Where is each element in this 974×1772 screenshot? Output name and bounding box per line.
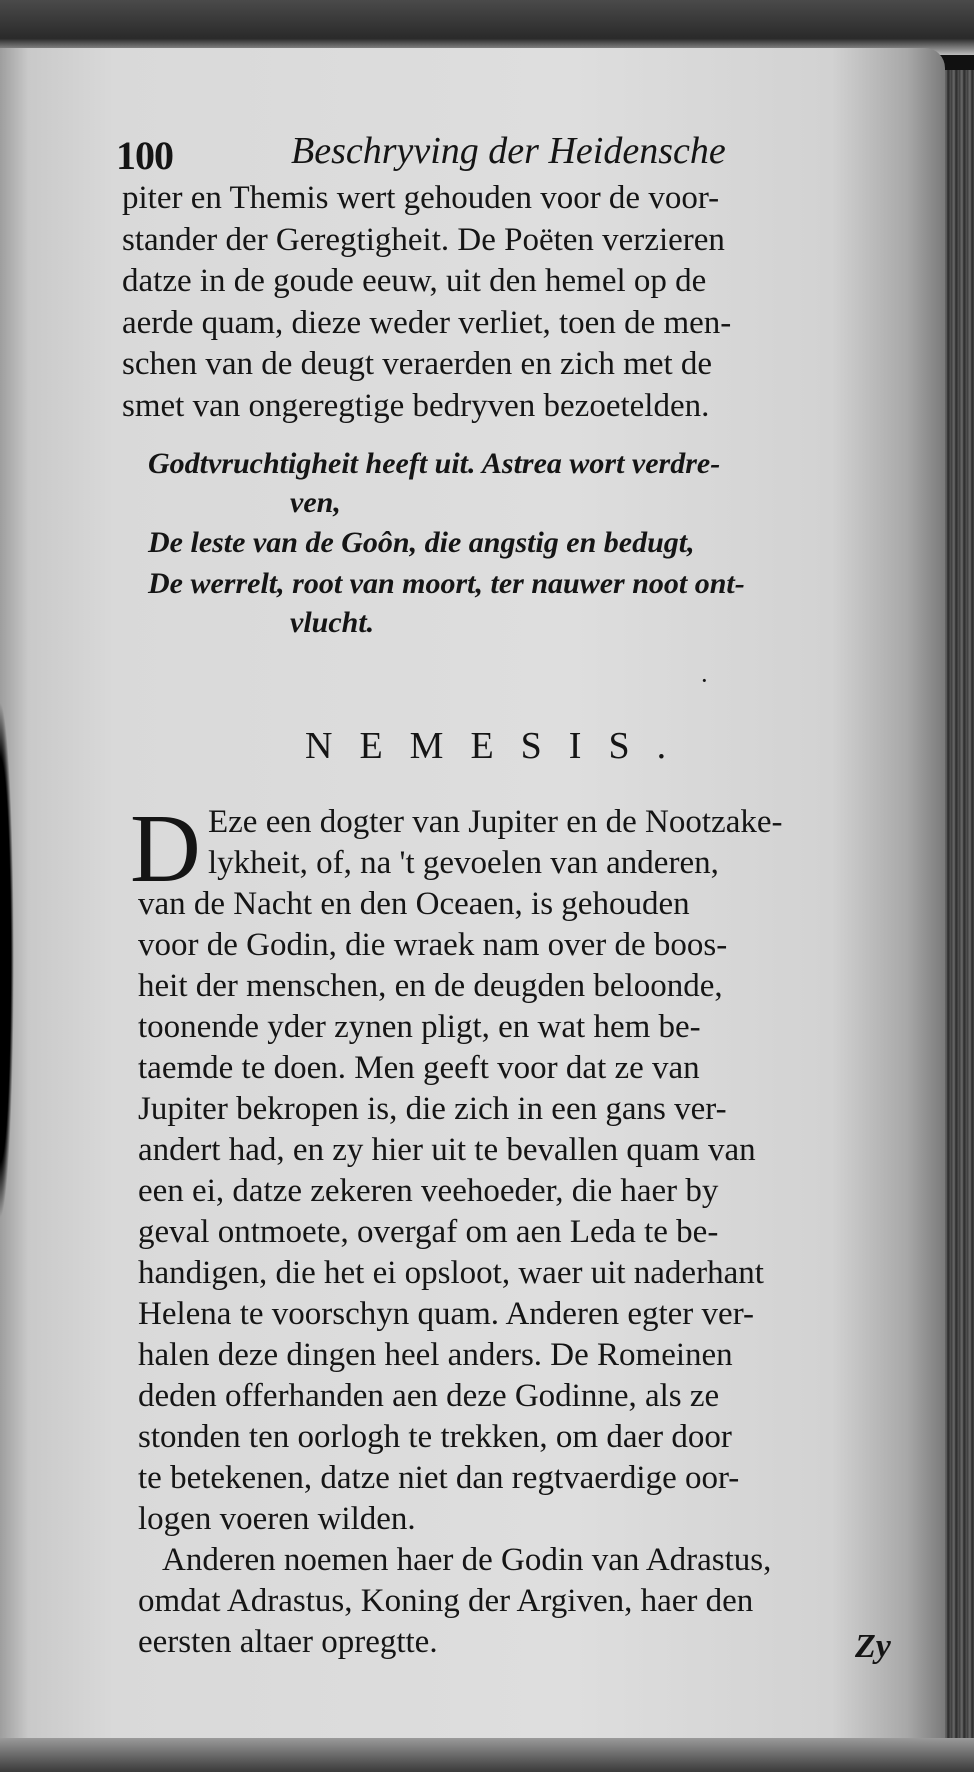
ink-speck: ·	[700, 666, 709, 695]
paragraph-1-line: piter en Themis wert gehouden voor de voor-	[122, 180, 720, 216]
scan-bottom-edge	[0, 1738, 974, 1772]
paragraph-1-line: aerde quam, dieze weder verliet, toen de men-	[122, 305, 732, 341]
paragraph-2-line: stonden ten oorlogh te trekken, om daer door	[138, 1419, 732, 1455]
verse-line: Godtvruchtigheit heeft uit. Astrea wort verdre-	[148, 447, 721, 480]
paragraph-2-line: deden offerhanden aen deze Godinne, als ze	[138, 1378, 720, 1414]
paragraph-1-line: schen van de deugt veraerden en zich met de	[122, 346, 713, 382]
verse-line: De werrelt, root van moort, ter nauwer noot ont-	[148, 567, 745, 600]
paragraph-2-line: geval ontmoete, overgaf om aen Leda te be-	[138, 1214, 719, 1250]
verse-line: De leste van de Goôn, die angstig en bedugt,	[148, 526, 695, 559]
scan-top-edge	[0, 0, 974, 55]
paragraph-2-line: van de Nacht en den Oceaen, is gehouden	[138, 886, 690, 922]
paragraph-2-line: taemde te doen. Men geeft voor dat ze van	[138, 1050, 700, 1086]
paragraph-3-line: Anderen noemen haer de Godin van Adrastus,	[162, 1542, 772, 1578]
running-head: Beschryving der Heidensche	[291, 130, 726, 172]
paragraph-2-line: Eze een dogter van Jupiter en de Nootzake-	[208, 804, 783, 840]
verse-line: vlucht.	[290, 606, 375, 639]
paragraph-3-line: omdat Adrastus, Koning der Argiven, haer den	[138, 1583, 754, 1619]
page-header	[116, 132, 806, 182]
book-page	[0, 48, 945, 1738]
paragraph-2-line: een ei, datze zekeren veehoeder, die haer by	[138, 1173, 719, 1209]
drop-cap: D	[130, 795, 201, 903]
page-number: 100	[116, 133, 173, 178]
paragraph-2-line: halen deze dingen heel anders. De Romeinen	[138, 1337, 733, 1373]
paragraph-2-line: Jupiter bekropen is, die zich in een gans ver-	[138, 1091, 727, 1127]
binding-shadow	[0, 700, 14, 1220]
paragraph-2-line: logen voeren wilden.	[138, 1501, 416, 1537]
paragraph-2-line: heit der menschen, en de deugden beloonde,	[138, 968, 723, 1004]
paragraph-2-line: andert had, en zy hier uit te bevallen quam van	[138, 1132, 756, 1168]
paragraph-2-line: te betekenen, datze niet dan regtvaerdige oor-	[138, 1460, 740, 1496]
paragraph-3-line: eersten altaer opregtte.	[138, 1624, 438, 1660]
paragraph-2-line: lykheit, of, na 't gevoelen van anderen,	[208, 845, 719, 881]
verse-line: ven,	[290, 486, 341, 519]
paragraph-1-line: datze in de goude eeuw, uit den hemel op de	[122, 263, 707, 299]
paragraph-1-line: stander der Geregtigheit. De Poëten verzieren	[122, 222, 725, 258]
paragraph-2-line: toonende yder zynen pligt, en wat hem be-	[138, 1009, 701, 1045]
paragraph-1-line: smet van ongeregtige bedryven bezoetelden.	[122, 388, 710, 424]
paragraph-2-line: Helena te voorschyn quam. Anderen egter ver-	[138, 1296, 755, 1332]
paragraph-2-line: voor de Godin, die wraek nam over de boos-	[138, 927, 728, 963]
paragraph-2-line: handigen, die het ei opsloot, waer uit naderhant	[138, 1255, 764, 1291]
catchword: Zy	[855, 1628, 891, 1665]
section-title: NEMESIS.	[305, 725, 694, 767]
